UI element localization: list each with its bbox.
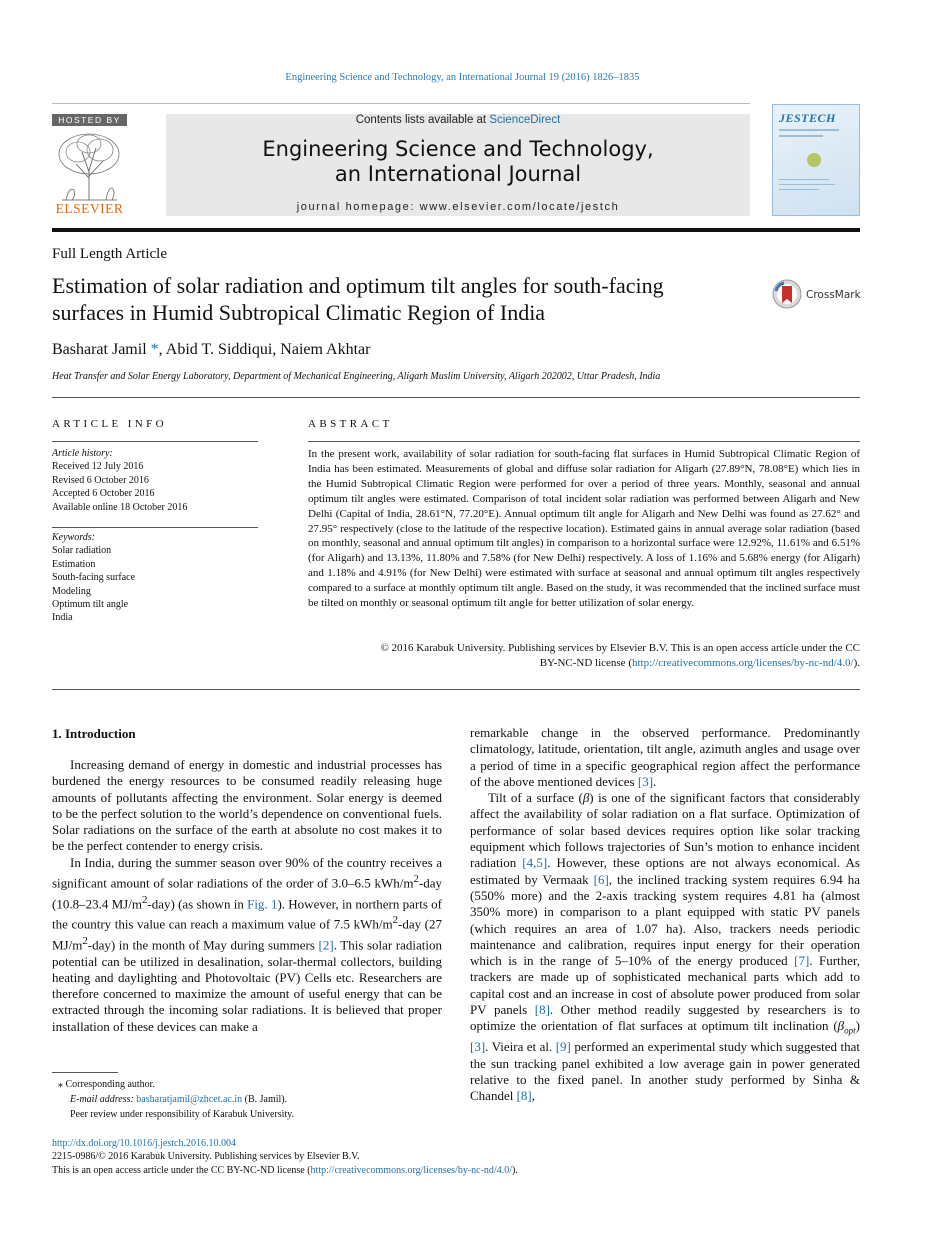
elsevier-tree-logo-icon [52, 130, 127, 202]
citation-link[interactable]: [4,5] [522, 855, 548, 871]
journal-cover-thumbnail[interactable] [772, 104, 860, 216]
divider [308, 441, 860, 442]
journal-citation-link[interactable]: Engineering Science and Technology, an International Journal 19 (2016) 1826–1835 [285, 72, 640, 83]
cover-line [779, 179, 829, 180]
journal-title: Engineering Science and Technology, an International Journal [262, 137, 654, 186]
history-item: Accepted 6 October 2016 [52, 488, 155, 500]
divider [52, 689, 860, 690]
abstract-copyright: © 2016 Karabuk University. Publishing services by Elsevier B.V. This is an open access article under the CC BY-NC-ND license (http://creativecommons.org/licenses/by-nc-nd/4.0/). [380, 642, 860, 669]
citation-link[interactable]: [7] [794, 953, 810, 969]
citation-link[interactable]: [3] [637, 773, 654, 789]
author-list: Basharat Jamil *, Abid T. Siddiqui, Naiem Akhtar [52, 341, 371, 358]
email-link[interactable]: basharatjamil@zhcet.ac.in [136, 1094, 243, 1105]
footer-info [52, 1137, 518, 1177]
citation-link[interactable]: [6] [593, 871, 609, 887]
homepage-url[interactable]: www.elsevier.com/locate/jestch [419, 201, 620, 213]
keyword: India [52, 612, 73, 624]
abstract-heading: ABSTRACT [308, 418, 393, 430]
article-history: Article history: Received 12 July 2016 Revised 6 October 2016 Accepted 6 October 2016 Available online 18 October 2016 [52, 447, 262, 514]
open-access-line: This is an open access article under the CC BY-NC-ND license (http://creativecommons.org/licenses/by-nc-nd/4.0/). [52, 1164, 518, 1176]
cover-line [779, 184, 835, 185]
corresponding-author-link[interactable]: * [150, 341, 159, 358]
divider [52, 527, 258, 528]
header-thick-rule [52, 228, 860, 232]
affiliation: Heat Transfer and Solar Energy Laboratory, Department of Mechanical Engineering, Aligarh Muslim University, Aligarh 202002, Uttar Pradesh, India [52, 371, 661, 382]
cover-line [779, 135, 823, 137]
divider [52, 441, 258, 442]
article-info-heading: ARTICLE INFO [52, 418, 167, 430]
keyword: Modeling [52, 585, 91, 597]
hosted-by-label: HOSTED BY [52, 114, 127, 126]
keyword: Optimum tilt angle [52, 599, 129, 611]
peer-review-note: Peer review under responsibility of Karabuk University. [70, 1109, 295, 1120]
license-link[interactable]: http://creativecommons.org/licenses/by-nc-nd/4.0/ [631, 656, 854, 669]
sciencedirect-link[interactable]: ScienceDirect [489, 114, 561, 126]
journal-homepage: journal homepage: www.elsevier.com/locate/jestch [296, 201, 620, 213]
paragraph: Increasing demand of energy in domestic and industrial processes has burdened the energy resources to be consumed readily releasing huge amounts of pollutants affecting the environment. Solar energy is deemed to be the perfect solution to the world’s dependence on conventional fuels. Solar radiations on the surface of the earth at absolute no cost makes it to be the perfect contender to energy crisis. [52, 757, 442, 854]
header-divider [52, 103, 750, 104]
paragraph: Tilt of a surface (β) is one of the significant factors that considerably affect the availability of solar radiation on a flat surface. Optimization of performance of solar based devices requires option like solar tracking equipment which follows trajectories of Sun’s motion to enhance incident radiation [4,5]. However, these options are not always economical. As estimated by Vermaak [6], the inclined tracking system requires 6.94 ha (550% more) and the 2-axis tracking system requires 4.81 ha (almost 350% more) in comparison to a plant equipped with static PV panels (which requires an area of 1.07 ha). Also, trackers needs periodic maintenance and calibration, requires input energy for their operation which is in the range of 5–10% of the energy produced [7]. Further, trackers are made up of sophisticated mechanical parts which add to capital cost and an increase in cost of absolute power produced from solar PV panels [8]. Other method readily suggested by researchers is to optimize the orientation of flat surfaces at optimum tilt inclination $(\beta_{opt})$ [3]. Vieira et al. [9] performed an experimental study which suggested that the sun tracking panel exhibited a low average gain in power generated relative to the fixed panel. In another study performed by Sinha & Chandel [8], [470, 790, 861, 1104]
author-name: Basharat Jamil [52, 341, 147, 358]
citation-link[interactable]: [8] [534, 1002, 550, 1018]
email-note: E-mail address: basharatjamil@zhcet.ac.in (B. Jamil). [70, 1094, 288, 1105]
cover-title: JESTECH [779, 111, 836, 125]
article-title: Estimation of solar radiation and optimum tilt angles for south-facing surfaces in Humid Subtropical Climatic Region of India [52, 273, 664, 325]
article-type: Full Length Article [52, 246, 167, 262]
body-column-left [52, 757, 442, 1035]
cover-emblem-icon [807, 153, 821, 167]
issn-line: 2215-0986/© 2016 Karabuk University. Publishing services by Elsevier B.V. [52, 1151, 360, 1163]
citation-link[interactable]: [8] [516, 1088, 532, 1104]
crossmark-label[interactable]: CrossMark [806, 289, 861, 301]
divider [52, 397, 860, 398]
keyword: South-facing surface [52, 572, 136, 584]
license-link[interactable]: http://creativecommons.org/licenses/by-nc-nd/4.0/ [310, 1164, 512, 1176]
section-heading: 1. Introduction [52, 726, 136, 741]
body-column-right [470, 725, 860, 1104]
cover-line [779, 189, 819, 190]
doi-link[interactable]: http://dx.doi.org/10.1016/j.jestch.2016.10.004 [52, 1138, 236, 1149]
citation-link[interactable]: [3] [470, 1039, 486, 1055]
history-item: Revised 6 October 2016 [52, 474, 149, 486]
keywords: Keywords: Solar radiation Estimation South-facing surface Modeling Optimum tilt angle India [52, 531, 262, 625]
keyword: Estimation [52, 558, 96, 570]
citation-link[interactable]: [9] [555, 1039, 571, 1055]
crossmark-icon[interactable] [772, 279, 802, 309]
keyword: Solar radiation [52, 545, 112, 557]
paragraph: remarkable change in the observed performance. Predominantly climatology, latitude, orientation, tilt angle, azimuth angles and usage over a period of time in a specific geographical region affect the performance of the above mentioned devices [3]. [470, 725, 860, 789]
paragraph: In India, during the summer season over 90% of the country receives a significant amount of solar radiations of the order of 3.0–6.5 kWh/$m^2$-day (10.8–23.4 $MJ/m^2-day$) (as shown in Fig. 1). However, in northern parts of the country this value can reach a maximum value of 7.5 kWh/$m^2$-day (27 $MJ/m^2-day$) in the month of May during summers [2]. This solar radiation potential can be utilized in desalination, solar-thermal collectors, building heating and daylighting and Photovoltaic (PV) Cells etc. Researchers are therefore concerned to maximize the amount of useful energy that can be extracted through the incoming solar radiations. It is believed that proper installation of these devices can make a [52, 854, 442, 1034]
cover-line [779, 129, 839, 131]
footnote-divider [52, 1072, 118, 1073]
contents-line: Contents lists available at ScienceDirect [355, 114, 561, 126]
abstract-text: In the present work, availability of solar radiation for south-facing flat surfaces in Humid Subtropical Climatic Region of India has been estimated. Measurements of global and diffuse solar radiation for Aligarh (27.89°N, 78.08°E) which lies in the Humid Subtropical Climatic Region were performed for over a period of three years. Monthly, seasonal and annual optimum tilt angles were estimated. Comparison of total incident solar radiation was performed between Aligarh and New Delhi (Capital of India, 28.61°N, 77.20°E). Annual optimum tilt angle for Aligarh and New Delhi was found as 27.62° and 27.95° respectively (close to the latitude of the respective location). Estimated gains in annual average solar radiation (based on monthly, seasonal and annual optimum tilt angles) in comparison to a horizontal surface were 12.92%, 11.61% and 6.51% (for Aligarh) and 13.13%, 11.80% and 7.58% (for New Delhi) respectively. A loss of 1.16% and 5.68% energy (for Aligarh) and 1.18% and 4.91% (for New Delhi) were estimated with surface at seasonal and annual optimum tilt angles respectively compared to a surface at monthly optimum tilt angle. Based on the study, it was recommended that the inclined surface must be tilted on monthly or seasonal optimum tilt angle for better utilization of solar energy. [308, 448, 860, 610]
history-item: Received 12 July 2016 [52, 461, 144, 473]
corresponding-author-note: ⁎ Corresponding author. [58, 1079, 155, 1090]
figure-link[interactable]: Fig. 1 [247, 896, 278, 912]
history-item: Available online 18 October 2016 [52, 501, 188, 513]
citation-link[interactable]: [2] [318, 937, 334, 953]
elsevier-wordmark: ELSEVIER [55, 201, 124, 216]
